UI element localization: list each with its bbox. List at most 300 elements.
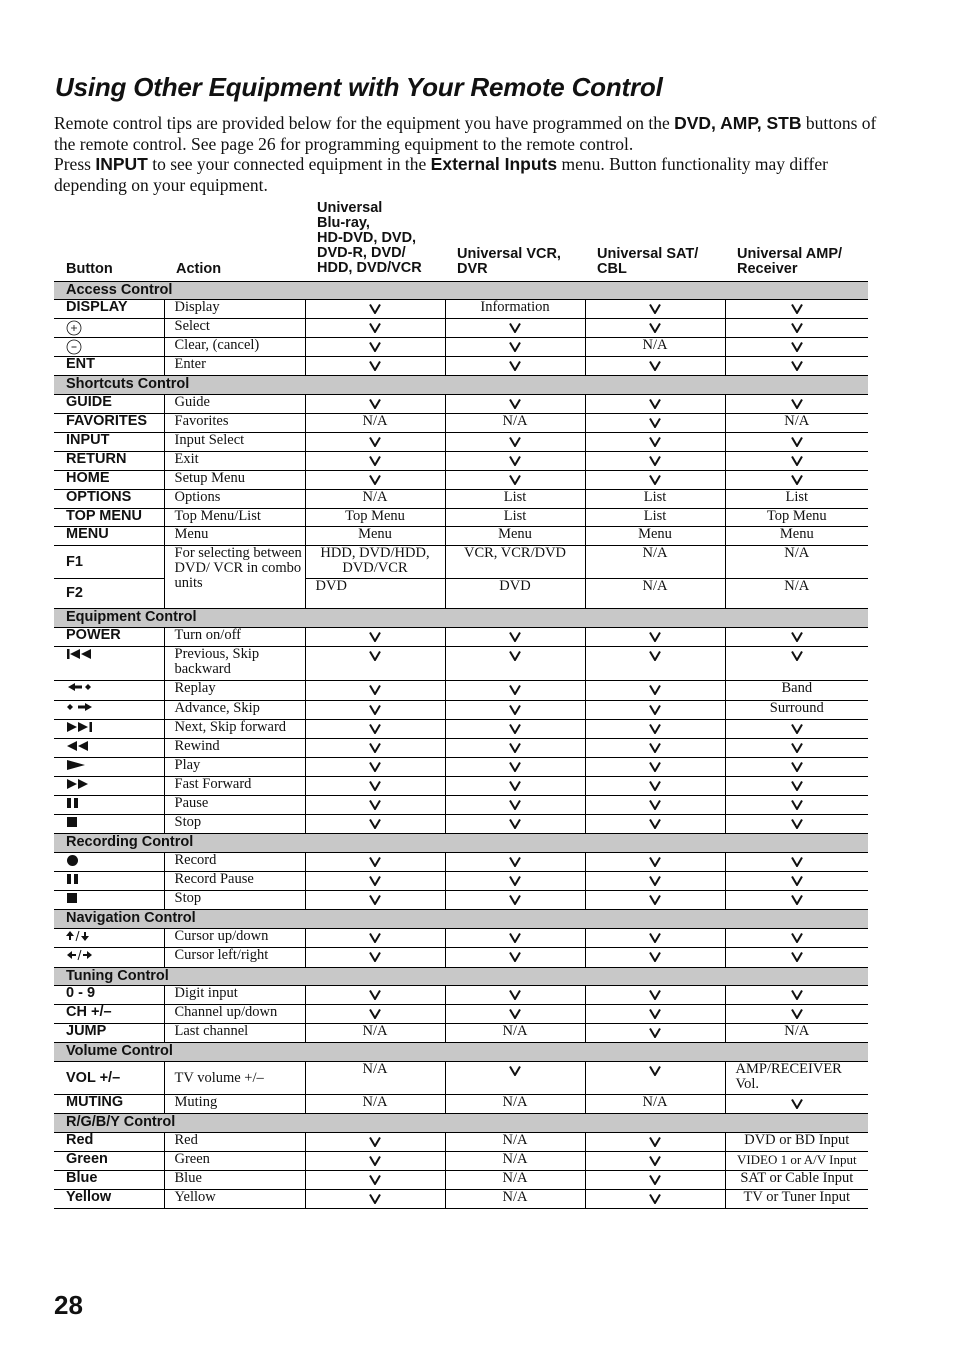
check-icon	[369, 340, 381, 352]
check-icon	[509, 397, 521, 409]
check-icon	[509, 454, 521, 466]
value-cell	[305, 853, 445, 872]
check-icon	[649, 931, 661, 943]
header-col3: Universal SAT/ CBL	[597, 246, 699, 277]
check-icon	[649, 359, 661, 371]
value-cell: List	[585, 509, 725, 527]
value-cell	[725, 338, 868, 357]
value-cell: TV or Tuner Input	[725, 1190, 868, 1209]
button-cell	[54, 929, 164, 948]
check-icon	[369, 321, 381, 333]
button-cell: JUMP	[54, 1024, 164, 1043]
value-cell	[445, 1062, 585, 1095]
value-cell: SAT or Cable Input	[725, 1171, 868, 1190]
value-cell: N/A	[725, 1024, 868, 1043]
check-icon	[509, 630, 521, 642]
value-cell	[445, 796, 585, 815]
check-icon	[509, 1064, 521, 1076]
action-cell: Cursor up/down	[164, 929, 305, 948]
check-icon	[791, 649, 803, 661]
table-row-ch	[54, 1005, 868, 1024]
action-cell: Menu	[164, 527, 305, 546]
value-cell: N/A	[305, 1062, 445, 1095]
value-cell: N/A	[725, 546, 868, 579]
check-icon	[369, 779, 381, 791]
table-row-digits	[54, 986, 868, 1005]
value-cell	[585, 395, 725, 414]
value-cell: List	[445, 509, 585, 527]
value-cell: N/A	[305, 1024, 445, 1043]
check-icon	[791, 893, 803, 905]
check-icon	[791, 435, 803, 447]
value-cell: Menu	[305, 527, 445, 546]
value-cell	[305, 1005, 445, 1024]
value-cell	[305, 319, 445, 338]
table-row-recpause	[54, 872, 868, 891]
value-cell: Top Menu	[725, 509, 868, 527]
check-icon	[369, 435, 381, 447]
value-cell	[305, 1152, 445, 1171]
action-cell: Options	[164, 490, 305, 509]
rewind-icon	[66, 740, 90, 752]
value-cell	[305, 777, 445, 796]
check-icon	[509, 855, 521, 867]
check-icon	[509, 321, 521, 333]
value-cell	[305, 452, 445, 471]
value-cell: N/A	[445, 1190, 585, 1209]
button-cell: MENU	[54, 527, 164, 546]
table-row-yellow	[54, 1190, 868, 1209]
value-cell: DVD	[305, 579, 445, 609]
action-cell: Green	[164, 1152, 305, 1171]
table-row-record	[54, 853, 868, 872]
check-icon	[649, 454, 661, 466]
action-cell: Fast Forward	[164, 777, 305, 796]
button-cell: Red	[54, 1133, 164, 1152]
action-cell: Record Pause	[164, 872, 305, 891]
value-cell	[725, 395, 868, 414]
action-cell: Replay	[164, 681, 305, 701]
header-button: Button	[66, 261, 113, 277]
section-row-rgby	[54, 1114, 868, 1133]
value-cell: Menu	[585, 527, 725, 546]
check-icon	[369, 397, 381, 409]
value-cell: Menu	[445, 527, 585, 546]
value-cell	[585, 853, 725, 872]
check-icon	[649, 1007, 661, 1019]
check-icon	[369, 1173, 381, 1185]
button-cell: TOP MENU	[54, 509, 164, 527]
value-cell: N/A	[445, 414, 585, 433]
check-icon	[369, 473, 381, 485]
value-cell	[725, 986, 868, 1005]
value-cell	[445, 758, 585, 777]
table-row-return	[54, 452, 868, 471]
value-cell	[585, 1062, 725, 1095]
button-cell	[54, 796, 164, 815]
check-icon	[369, 760, 381, 772]
value-cell	[585, 647, 725, 681]
value-cell	[725, 929, 868, 948]
button-cell	[54, 891, 164, 910]
value-cell: List	[445, 490, 585, 509]
check-icon	[369, 798, 381, 810]
table-row-pause	[54, 796, 868, 815]
value-cell	[725, 1095, 868, 1114]
check-icon	[791, 340, 803, 352]
value-cell: N/A	[445, 1171, 585, 1190]
check-icon	[791, 817, 803, 829]
plus-circle-icon	[66, 320, 82, 336]
action-cell: Play	[164, 758, 305, 777]
section-label: Volume Control	[54, 1043, 868, 1062]
value-cell: Top Menu	[305, 509, 445, 527]
table-row-favorites	[54, 414, 868, 433]
check-icon	[369, 1135, 381, 1147]
check-icon	[509, 703, 521, 715]
value-cell	[585, 720, 725, 739]
value-cell	[445, 647, 585, 681]
left-right-icon	[66, 949, 94, 961]
page-number: 28	[54, 1290, 83, 1320]
value-cell	[305, 433, 445, 452]
value-cell	[305, 929, 445, 948]
action-cell: Muting	[164, 1095, 305, 1114]
value-cell	[725, 300, 868, 319]
value-cell	[305, 1171, 445, 1190]
button-cell: 0 - 9	[54, 986, 164, 1005]
check-icon	[509, 874, 521, 886]
value-cell: N/A	[445, 1152, 585, 1171]
check-icon	[791, 931, 803, 943]
value-cell	[725, 872, 868, 891]
value-cell	[445, 948, 585, 968]
header-col2: Universal VCR, DVR	[457, 246, 561, 277]
value-cell	[305, 815, 445, 834]
value-cell	[305, 628, 445, 647]
value-cell	[585, 357, 725, 376]
button-cell	[54, 948, 164, 968]
button-cell	[54, 647, 164, 681]
check-icon	[649, 321, 661, 333]
action-cell: For selecting between DVD/ VCR in combo units	[164, 546, 305, 609]
check-icon	[791, 473, 803, 485]
action-cell: Record	[164, 853, 305, 872]
check-icon	[369, 988, 381, 1000]
value-cell	[445, 357, 585, 376]
action-cell: Digit input	[164, 986, 305, 1005]
table-row-ent	[54, 357, 868, 376]
table-row-vol	[54, 1062, 868, 1095]
check-icon	[649, 302, 661, 314]
action-cell: Guide	[164, 395, 305, 414]
value-cell: Menu	[725, 527, 868, 546]
check-icon	[791, 874, 803, 886]
value-cell	[305, 758, 445, 777]
value-cell	[305, 338, 445, 357]
table-row-play	[54, 758, 868, 777]
check-icon	[369, 950, 381, 962]
button-cell	[54, 720, 164, 739]
check-icon	[649, 988, 661, 1000]
check-icon	[649, 722, 661, 734]
minus-circle-icon	[66, 339, 82, 355]
button-cell: ENT	[54, 357, 164, 376]
value-cell	[585, 471, 725, 490]
value-cell: N/A	[725, 414, 868, 433]
check-icon	[791, 359, 803, 371]
check-icon	[509, 817, 521, 829]
action-cell: Previous, Skip backward	[164, 647, 305, 681]
section-row-shortcuts	[54, 376, 868, 395]
value-cell	[305, 300, 445, 319]
value-cell	[585, 891, 725, 910]
value-cell: AMP/RECEIVER Vol.	[725, 1062, 868, 1095]
value-cell	[585, 872, 725, 891]
table-row-next	[54, 720, 868, 739]
value-cell	[305, 471, 445, 490]
section-row-access	[54, 282, 868, 300]
section-label: Recording Control	[54, 834, 868, 853]
value-cell	[585, 948, 725, 968]
table-row-updown	[54, 929, 868, 948]
table-row-muting	[54, 1095, 868, 1114]
section-label: Equipment Control	[54, 609, 868, 628]
check-icon	[509, 798, 521, 810]
check-icon	[649, 703, 661, 715]
value-cell	[585, 701, 725, 720]
check-icon	[791, 397, 803, 409]
table-row-options	[54, 490, 868, 509]
check-icon	[509, 1007, 521, 1019]
action-cell: TV volume +/–	[164, 1062, 305, 1095]
check-icon	[791, 1097, 803, 1109]
value-cell	[445, 986, 585, 1005]
value-cell	[445, 815, 585, 834]
section-row-navigation	[54, 910, 868, 929]
check-icon	[369, 741, 381, 753]
action-cell: Last channel	[164, 1024, 305, 1043]
value-cell	[585, 777, 725, 796]
action-cell: Pause	[164, 796, 305, 815]
section-label: Access Control	[54, 282, 868, 300]
check-icon	[369, 817, 381, 829]
check-icon	[791, 798, 803, 810]
page-title: Using Other Equipment with Your Remote Control	[55, 72, 663, 102]
check-icon	[369, 359, 381, 371]
value-cell	[445, 471, 585, 490]
value-cell	[445, 701, 585, 720]
check-icon	[369, 874, 381, 886]
table-row-blue	[54, 1171, 868, 1190]
button-cell: INPUT	[54, 433, 164, 452]
value-cell	[305, 986, 445, 1005]
value-cell	[725, 628, 868, 647]
value-cell	[725, 720, 868, 739]
check-icon	[509, 359, 521, 371]
check-icon	[369, 683, 381, 695]
button-cell: RETURN	[54, 452, 164, 471]
value-cell: N/A	[725, 579, 868, 609]
value-cell	[585, 300, 725, 319]
value-cell	[585, 1190, 725, 1209]
action-cell: Setup Menu	[164, 471, 305, 490]
action-cell: Channel up/down	[164, 1005, 305, 1024]
button-cell: HOME	[54, 471, 164, 490]
value-cell	[445, 628, 585, 647]
button-cell: Yellow	[54, 1190, 164, 1209]
table-row-input	[54, 433, 868, 452]
button-cell	[54, 777, 164, 796]
action-cell: Blue	[164, 1171, 305, 1190]
check-icon	[509, 950, 521, 962]
value-cell	[585, 319, 725, 338]
check-icon	[791, 321, 803, 333]
check-icon	[791, 630, 803, 642]
value-cell	[585, 986, 725, 1005]
skip-fwd-icon	[66, 721, 94, 733]
table-row-f1	[54, 546, 868, 579]
check-icon	[649, 1135, 661, 1147]
check-icon	[369, 1192, 381, 1204]
value-cell	[305, 1190, 445, 1209]
check-icon	[509, 473, 521, 485]
value-cell	[585, 796, 725, 815]
check-icon	[791, 302, 803, 314]
skip-back-icon	[66, 648, 94, 660]
button-cell: F2	[54, 579, 164, 609]
value-cell	[445, 395, 585, 414]
button-cell: F1	[54, 546, 164, 579]
value-cell	[445, 1005, 585, 1024]
check-icon	[649, 435, 661, 447]
section-label: Tuning Control	[54, 968, 868, 986]
value-cell	[585, 414, 725, 433]
check-icon	[369, 649, 381, 661]
value-cell	[305, 739, 445, 758]
value-cell	[585, 1171, 725, 1190]
check-icon	[649, 683, 661, 695]
value-cell: N/A	[445, 1095, 585, 1114]
value-cell: List	[585, 490, 725, 509]
button-cell: CH +/–	[54, 1005, 164, 1024]
button-cell: FAVORITES	[54, 414, 164, 433]
value-cell	[305, 701, 445, 720]
value-cell	[725, 758, 868, 777]
header-col1: Universal Blu-ray, HD-DVD, DVD, DVD-R, DVD/ HDD, DVD/VCR	[317, 200, 422, 276]
value-cell	[305, 872, 445, 891]
check-icon	[369, 893, 381, 905]
value-cell	[585, 815, 725, 834]
action-cell: Clear, (cancel)	[164, 338, 305, 357]
check-icon	[791, 760, 803, 772]
check-icon	[649, 1154, 661, 1166]
action-cell: Next, Skip forward	[164, 720, 305, 739]
button-cell: OPTIONS	[54, 490, 164, 509]
stop-icon	[66, 892, 80, 904]
check-icon	[369, 630, 381, 642]
check-icon	[649, 950, 661, 962]
check-icon	[791, 855, 803, 867]
check-icon	[791, 779, 803, 791]
check-icon	[791, 1007, 803, 1019]
check-icon	[649, 1026, 661, 1038]
value-cell: N/A	[305, 490, 445, 509]
check-icon	[649, 416, 661, 428]
header-col4: Universal AMP/ Receiver	[737, 246, 843, 277]
action-cell: Red	[164, 1133, 305, 1152]
value-cell	[725, 777, 868, 796]
value-cell: HDD, DVD/HDD, DVD/VCR	[305, 546, 445, 579]
action-cell: Display	[164, 300, 305, 319]
table-row-advance	[54, 701, 868, 720]
value-cell	[585, 433, 725, 452]
value-cell: List	[725, 490, 868, 509]
action-cell: Exit	[164, 452, 305, 471]
check-icon	[649, 397, 661, 409]
section-label: Navigation Control	[54, 910, 868, 929]
check-icon	[791, 950, 803, 962]
check-icon	[649, 855, 661, 867]
table-row-rewind	[54, 739, 868, 758]
check-icon	[369, 855, 381, 867]
value-cell	[445, 777, 585, 796]
table-row-prev	[54, 647, 868, 681]
action-cell: Advance, Skip	[164, 701, 305, 720]
section-row-tuning	[54, 968, 868, 986]
value-cell: VCR, VCR/DVD	[445, 546, 585, 579]
value-cell	[585, 1152, 725, 1171]
value-cell: N/A	[585, 1095, 725, 1114]
check-icon	[649, 798, 661, 810]
check-icon	[649, 874, 661, 886]
button-cell	[54, 681, 164, 701]
value-cell	[305, 357, 445, 376]
value-cell	[445, 338, 585, 357]
check-icon	[649, 779, 661, 791]
value-cell	[725, 433, 868, 452]
value-cell	[585, 1005, 725, 1024]
check-icon	[509, 340, 521, 352]
section-row-volume	[54, 1043, 868, 1062]
value-cell: DVD or BD Input	[725, 1133, 868, 1152]
action-cell: Cursor left/right	[164, 948, 305, 968]
value-cell: N/A	[585, 546, 725, 579]
value-cell	[445, 452, 585, 471]
value-cell	[305, 395, 445, 414]
table-row-ff	[54, 777, 868, 796]
value-cell	[445, 853, 585, 872]
action-cell: Favorites	[164, 414, 305, 433]
action-cell: Select	[164, 319, 305, 338]
value-cell: N/A	[445, 1133, 585, 1152]
button-cell	[54, 815, 164, 834]
value-cell	[725, 815, 868, 834]
check-icon	[509, 779, 521, 791]
action-cell: Top Menu/List	[164, 509, 305, 527]
table-row-jump	[54, 1024, 868, 1043]
value-cell: N/A	[445, 1024, 585, 1043]
value-cell	[585, 628, 725, 647]
value-cell: N/A	[305, 414, 445, 433]
value-cell	[445, 872, 585, 891]
value-cell: N/A	[305, 1095, 445, 1114]
table-row-select	[54, 319, 868, 338]
value-cell	[725, 739, 868, 758]
value-cell: Band	[725, 681, 868, 701]
table-row-topmenu	[54, 509, 868, 527]
value-cell	[445, 433, 585, 452]
